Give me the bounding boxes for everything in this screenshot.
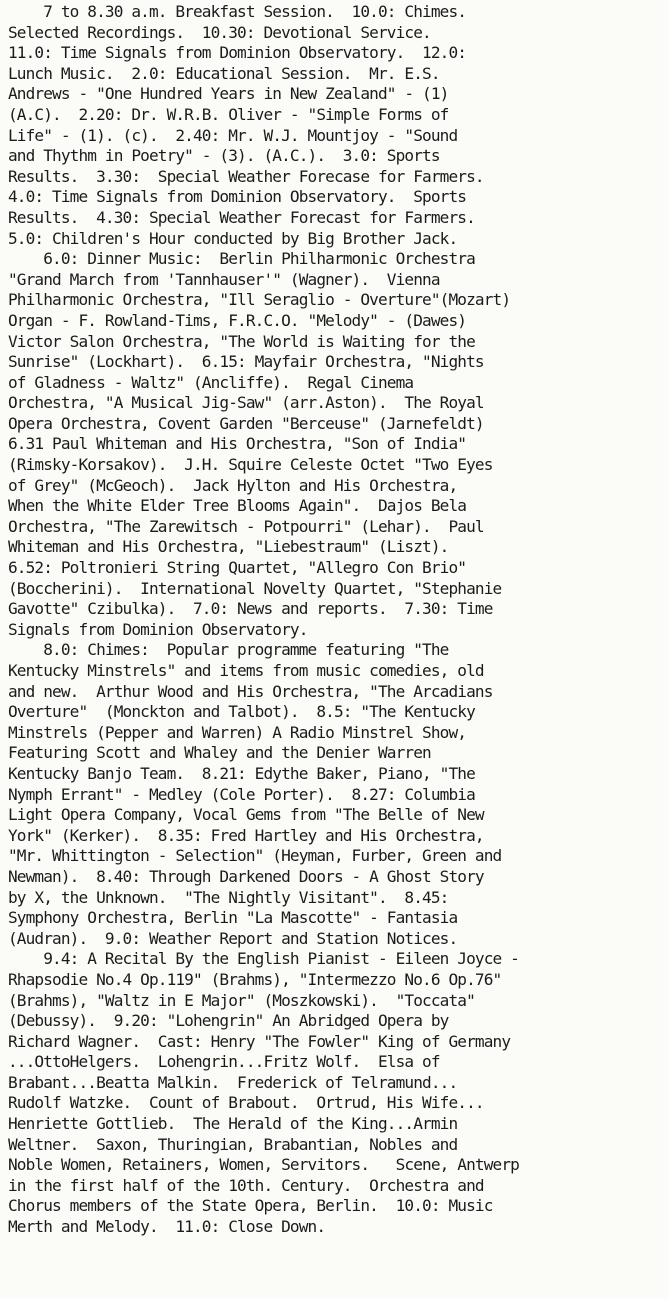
- text-line: in the first half of the 10th. Century. Orchestra and: [8, 1175, 484, 1195]
- text-line: Noble Women, Retainers, Women, Servitors. Scene, Antwerp: [8, 1155, 519, 1175]
- text-line: 11.0: Time Signals from Dominion Observatory. 12.0:: [8, 43, 467, 63]
- text-line: Merth and Melody. 11.0: Close Down.: [8, 1217, 326, 1237]
- text-line: Kentucky Minstrels" and items from music comedies, old: [8, 661, 484, 680]
- text-line: 8.0: Chimes: Popular programme featuring "The: [8, 640, 449, 660]
- text-line: Selected Recordings. 10.30: Devotional Service.: [8, 22, 431, 42]
- text-line: Brabant...Beatta Malkin. Frederick of Telramund...: [8, 1072, 458, 1092]
- text-line: When the White Elder Tree Blooms Again". Dajos Bela: [8, 496, 467, 516]
- text-line: of Gladness - Waltz" (Ancliffe). Regal Cinema: [8, 372, 414, 392]
- text-line: (Audran). 9.0: Weather Report and Station Notices.: [8, 928, 458, 948]
- text-line: 6.31 Paul Whiteman and His Orchestra, "Son of India": [8, 434, 467, 454]
- text-line: "Mr. Whittington - Selection" (Heyman, Furber, Green and: [8, 846, 502, 866]
- text-line: Kentucky Banjo Team. 8.21: Edythe Baker, Piano, "The: [8, 763, 475, 783]
- text-line: Henriette Gottlieb. The Herald of the King...Armin: [8, 1114, 458, 1134]
- text-line: Orchestra, "A Musical Jig-Saw" (arr.Aston). The Royal: [8, 393, 484, 413]
- text-line: Opera Orchestra, Covent Garden "Berceuse" (Jarnefeldt): [8, 413, 484, 433]
- text-line: Whiteman and His Orchestra, "Liebestraum" (Liszt).: [8, 537, 449, 557]
- text-line: Signals from Dominion Observatory.: [8, 619, 308, 639]
- text-line: Chorus members of the State Opera, Berlin. 10.0: Music: [8, 1196, 493, 1216]
- text-line: Nymph Errant" - Medley (Cole Porter). 8.27: Columbia: [8, 784, 475, 804]
- text-line: 9.4: A Recital By the English Pianist - Eileen Joyce -: [8, 949, 519, 969]
- text-line: 6.52: Poltronieri String Quartet, "Allegro Con Brio": [8, 558, 467, 578]
- text-line: 6.0: Dinner Music: Berlin Philharmonic Orchestra: [8, 249, 475, 269]
- text-line: Results. 3.30: Special Weather Forecase for Farmers.: [8, 166, 484, 186]
- text-line: Organ - F. Rowland-Tims, F.R.C.O. "Melody" - (Dawes): [8, 310, 467, 330]
- text-line: Orchestra, "The Zarewitsch - Potpourri" (Lehar). Paul: [8, 516, 484, 536]
- text-line: and new. Arthur Wood and His Orchestra, "The Arcadians: [8, 681, 493, 701]
- text-line: Symphony Orchestra, Berlin "La Mascotte" - Fantasia: [8, 908, 458, 928]
- text-line: of Grey" (McGeoch). Jack Hylton and His Orchestra,: [8, 475, 458, 495]
- text-line: Life" - (1). (c). 2.40: Mr. W.J. Mountjoy - "Sound: [8, 125, 458, 145]
- text-line: 4.0: Time Signals from Dominion Observatory. Sports: [8, 187, 467, 207]
- text-line: Philharmonic Orchestra, "Ill Seraglio - Overture"(Mozart): [8, 290, 511, 310]
- text-line: Richard Wagner. Cast: Henry "The Fowler" King of Germany: [8, 1031, 511, 1051]
- text-line: York" (Kerker). 8.35: Fred Hartley and His Orchestra,: [8, 825, 484, 845]
- paragraph-dinner-music: [8, 249, 668, 640]
- text-line: Victor Salon Orchestra, "The World is Waiting for the: [8, 331, 475, 351]
- text-line: (Boccherini). International Novelty Quartet, "Stephanie: [8, 578, 502, 598]
- paragraph-evening-programme: [8, 640, 668, 949]
- text-line: "Grand March from 'Tannhauser'" (Wagner). Vienna: [8, 269, 440, 289]
- text-line: Rudolf Watzke. Count of Brabout. Ortrud, His Wife...: [8, 1093, 484, 1113]
- text-line: Minstrels (Pepper and Warren) A Radio Minstrel Show,: [8, 722, 467, 742]
- text-line: Lunch Music. 2.0: Educational Session. Mr. E.S.: [8, 63, 440, 83]
- text-line: Rhapsodie No.4 Op.119" (Brahms), "Intermezzo No.6 Op.76": [8, 969, 502, 989]
- text-line: 5.0: Children's Hour conducted by Big Brother Jack.: [8, 228, 458, 248]
- text-line: Sunrise" (Lockhart). 6.15: Mayfair Orchestra, "Nights: [8, 352, 484, 372]
- paragraph-recital-opera: [8, 949, 668, 1237]
- text-line: Results. 4.30: Special Weather Forecast for Farmers.: [8, 207, 475, 227]
- text-line: (Debussy). 9.20: "Lohengrin" An Abridged Opera by: [8, 1011, 449, 1031]
- text-line: 7 to 8.30 a.m. Breakfast Session. 10.0: Chimes.: [8, 2, 467, 21]
- program-schedule-document: [8, 2, 668, 1238]
- text-line: (Brahms), "Waltz in E Major" (Moszkowski). "Toccata": [8, 990, 475, 1010]
- text-line: Newman). 8.40: Through Darkened Doors - A Ghost Story: [8, 866, 484, 886]
- paragraph-morning-afternoon: [8, 2, 668, 249]
- text-line: Gavotte" Czibulka). 7.0: News and reports. 7.30: Time: [8, 599, 493, 619]
- text-line: Weltner. Saxon, Thuringian, Brabantian, Nobles and: [8, 1134, 458, 1154]
- text-line: (Rimsky-Korsakov). J.H. Squire Celeste Octet "Two Eyes: [8, 455, 493, 475]
- text-line: and Thythm in Poetry" - (3). (A.C.). 3.0: Sports: [8, 146, 440, 166]
- text-line: Featuring Scott and Whaley and the Denier Warren: [8, 743, 431, 763]
- text-line: Andrews - "One Hundred Years in New Zealand" - (1): [8, 84, 449, 104]
- text-line: (A.C). 2.20: Dr. W.R.B. Oliver - "Simple Forms of: [8, 104, 449, 124]
- text-line: ...OttoHelgers. Lohengrin...Fritz Wolf. Elsa of: [8, 1052, 440, 1072]
- text-line: Light Opera Company, Vocal Gems from "The Belle of New: [8, 805, 484, 825]
- text-line: by X, the Unknown. "The Nightly Visitant". 8.45:: [8, 887, 449, 907]
- text-line: Overture" (Monckton and Talbot). 8.5: "The Kentucky: [8, 702, 475, 722]
